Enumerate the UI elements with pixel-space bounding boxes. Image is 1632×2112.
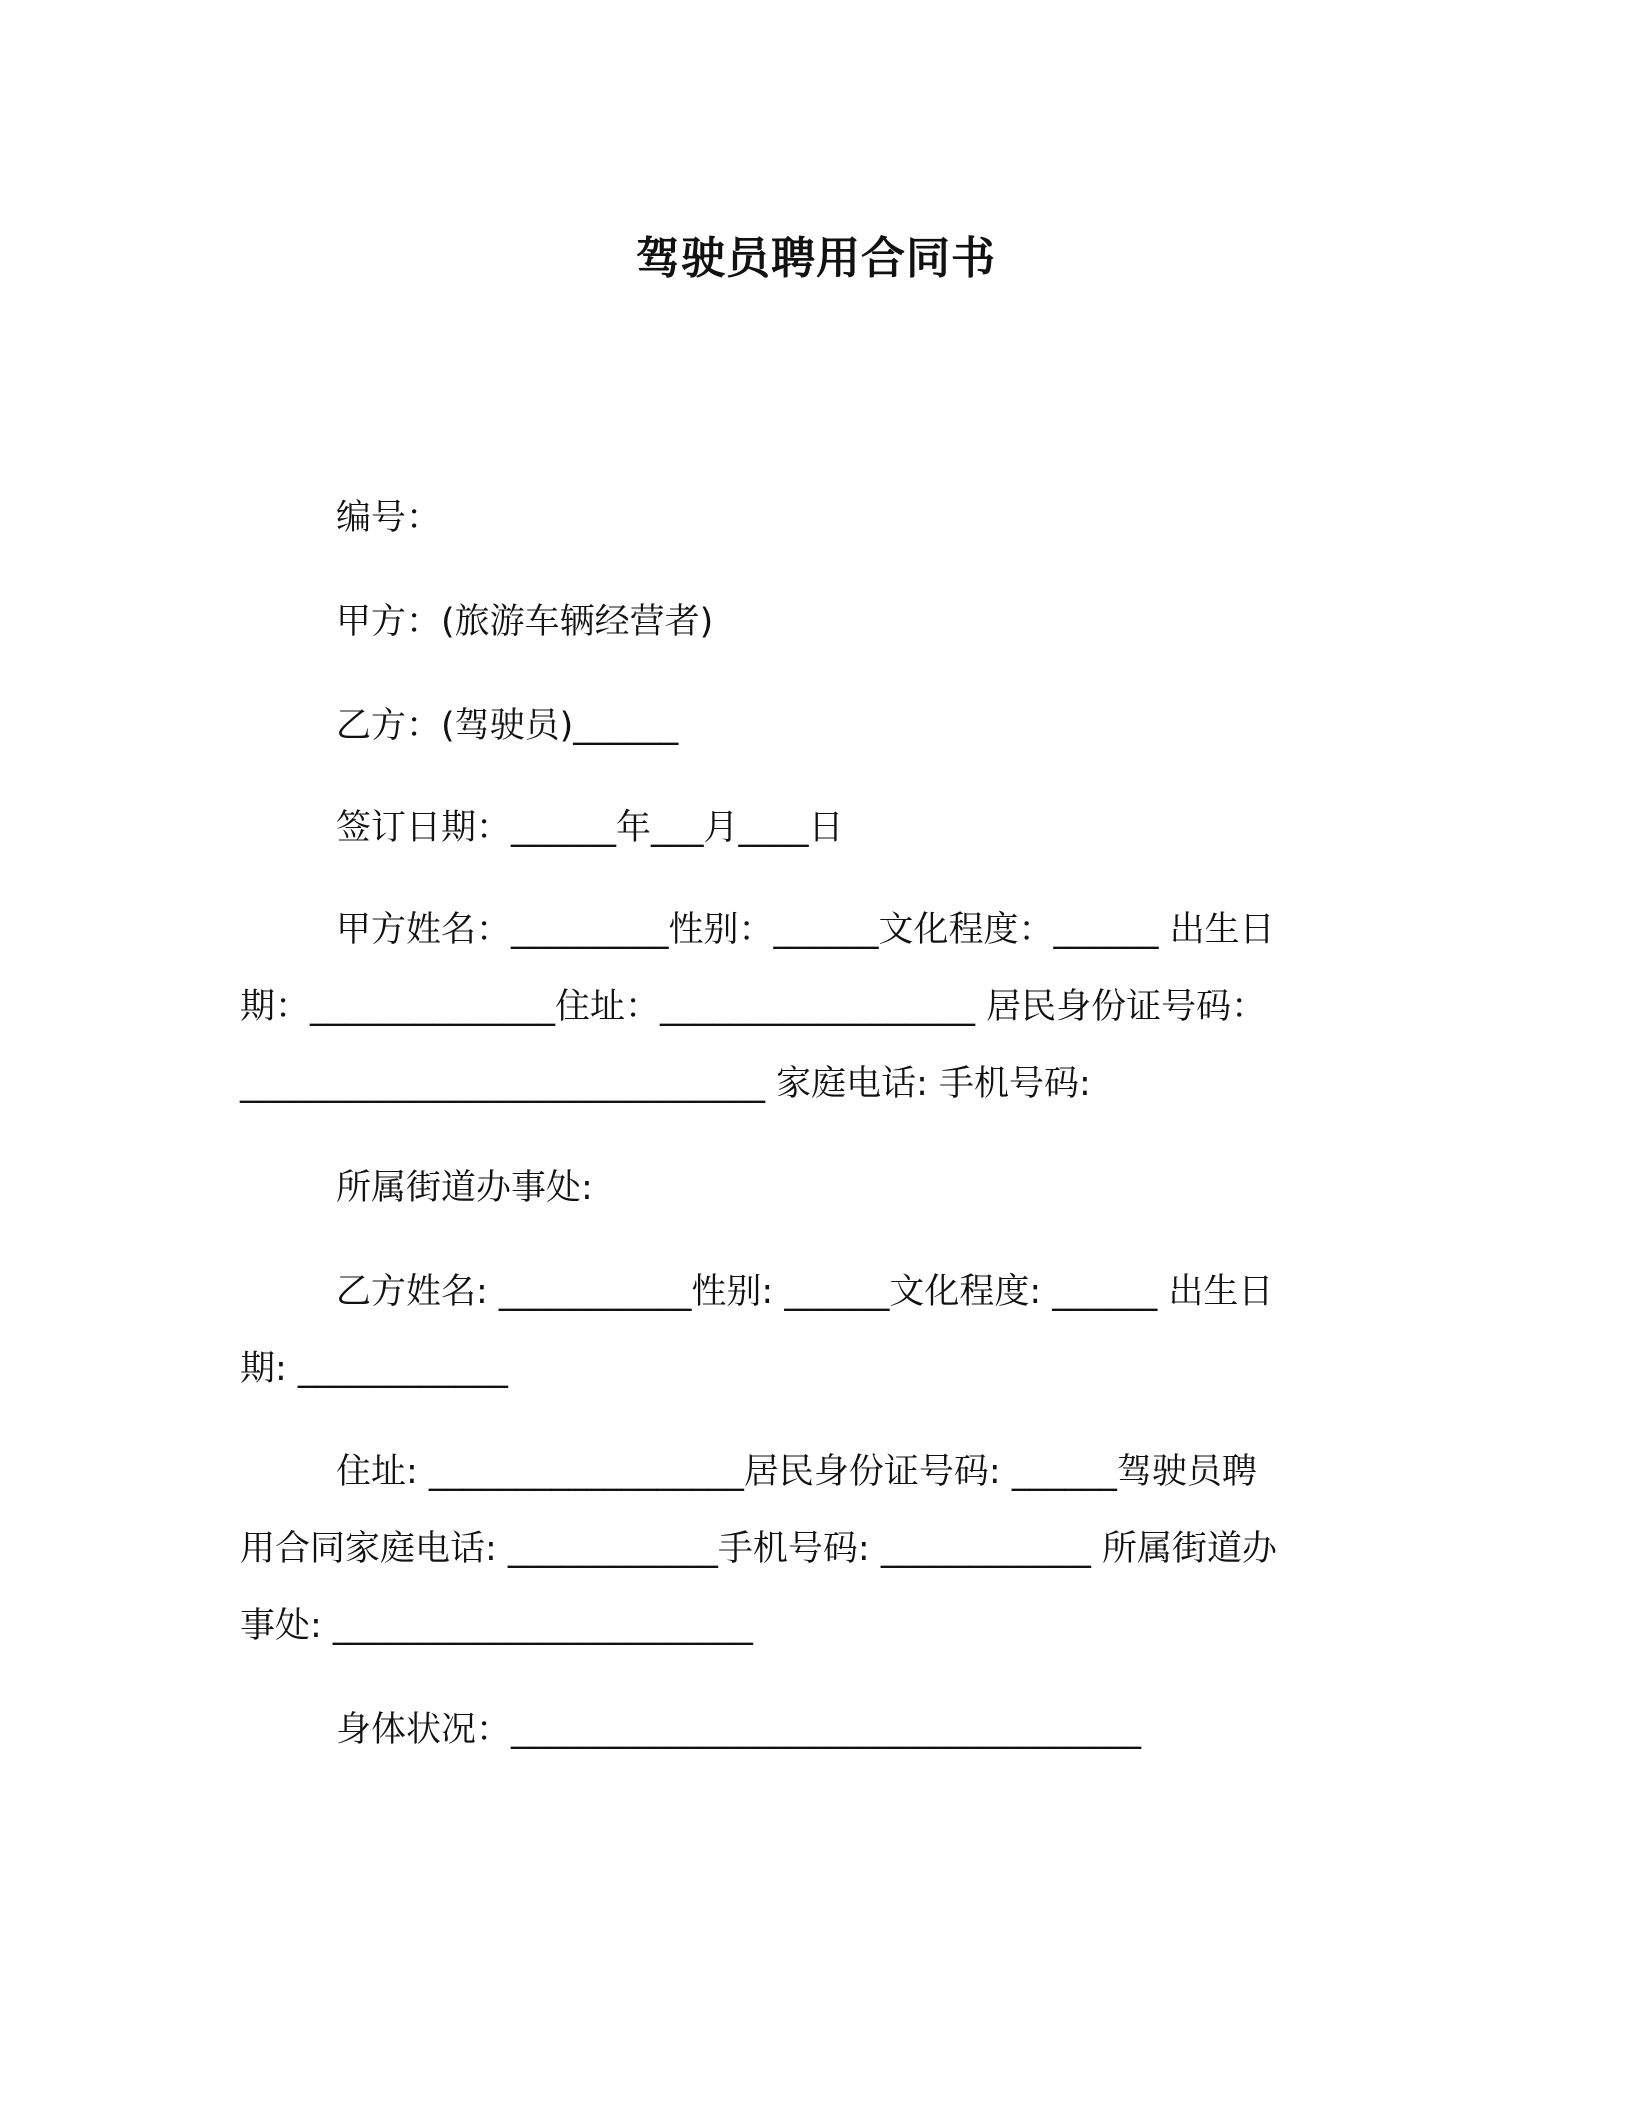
party-b-address-paragraph — [240, 1434, 1380, 1665]
party-a-info-line-2: 期：______________住址：__________________ 居民身份证号码： — [240, 987, 1267, 1027]
sign-date-text: 签订日期：______年___月____日 — [336, 808, 844, 848]
party-b-line — [240, 688, 1380, 765]
party-b-info-line-1: 乙方姓名: ___________性别: ______文化程度: ______ 出生日 — [336, 1272, 1274, 1312]
party-a-line — [240, 584, 1380, 661]
party-b-info-paragraph — [240, 1254, 1380, 1408]
health-line — [240, 1692, 1380, 1769]
party-a-district-line — [240, 1150, 1380, 1227]
document-title: 驾驶员聘用合同书 — [636, 233, 996, 284]
party-a-info-line-1: 甲方姓名：_________性别：______文化程度：______ 出生日 — [336, 910, 1275, 950]
party-b-address-line-2: 用合同家庭电话: ____________手机号码: ____________ 所属街道办 — [240, 1529, 1277, 1569]
party-b-text: 乙方：(驾驶员)______ — [336, 706, 679, 746]
sign-date-line — [240, 790, 1380, 867]
serial-line: 编号： — [336, 498, 442, 538]
party-b-address-line-3: 事处: ________________________ — [240, 1606, 753, 1646]
party-b-address-line-1: 住址: __________________居民身份证号码: ______驾驶员聘 — [336, 1452, 1257, 1492]
serial-number — [240, 480, 1380, 557]
party-b-info-line-2: 期: ____________ — [240, 1349, 508, 1389]
party-a-info-line-3: ______________________________ 家庭电话: 手机号码: — [240, 1064, 1091, 1104]
party-a-district-text: 所属街道办事处: — [336, 1168, 593, 1208]
health-text: 身体状况：____________________________________ — [336, 1710, 1142, 1750]
party-a-text: 甲方：(旅游车辆经营者) — [336, 602, 714, 642]
party-a-info-paragraph — [240, 892, 1380, 1123]
